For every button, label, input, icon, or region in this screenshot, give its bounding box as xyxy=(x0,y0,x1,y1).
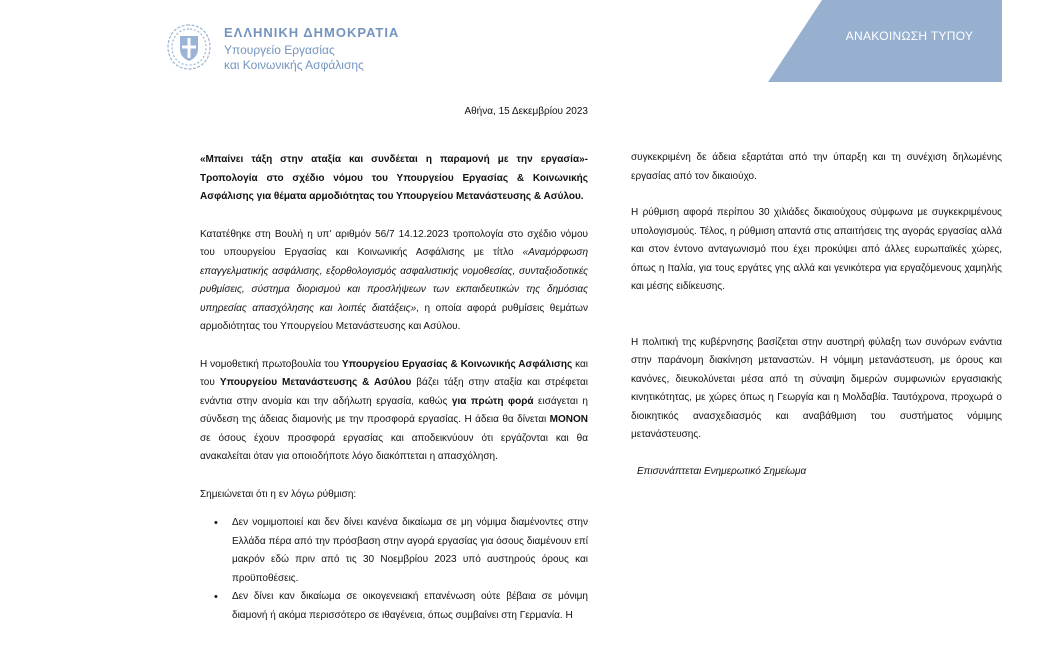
ministry-name-line2: και Κοινωνικής Ασφάλισης xyxy=(224,58,364,72)
org-title: ΕΛΛΗΝΙΚΗ ΔΗΜΟΚΡΑΤΙΑ xyxy=(224,25,400,40)
paragraph-amendment: Κατατέθηκε στη Βουλή η υπ' αριθμόν 56/7 14.12.2023 τροπολογία στο σχέδιο νόμου του υπουργείου Εργασίας και Κοινωνικής Ασφάλισης με τίτλο «Αναμόρφωση επαγγελματικής ασφάλισης, εξορθολογισμός ασφαλιστικής νομοθεσίας, συνταξιοδοτικές ρυθμίσεις, σύστημα διορισμού και προσλήψεων των εκπαιδευτικών της δημόσιας υπηρεσίας απασχόλησης και λοιπές διατάξεις», η οποία αφορά ρυθμίσεις θεμάτων αρμοδιότητας του Υπουργείου Μετανάστευσης και Ασύλου. xyxy=(200,228,588,332)
ministry-name-line1: Υπουργείο Εργασίας xyxy=(224,43,335,57)
paragraph-continuation: συγκεκριμένη δε άδεια εξαρτάται από την ύπαρξη και τη συνέχιση δηλωμένης εργασίας από τον δικαιούχο. xyxy=(631,152,1002,182)
list-item: • Δεν δίνει καν δικαίωμα σε οικογενειακή επανένωση ούτε βέβαια σε μόνιμη διαμονή ή ακόμα περισσότερο σε ιθαγένεια, όπως συμβαίνει στη Γερμανία. Η xyxy=(200,588,588,625)
press-release-label: ΑΝΑΚΟΙΝΩΣΗ ΤΥΠΟΥ xyxy=(845,29,974,43)
paragraph-note: Σημειώνεται ότι η εν λόγω ρύθμιση: xyxy=(200,488,357,500)
press-release-title: «Μπαίνει τάξη στην αταξία και συνδέεται η παραμονή με την εργασία»- Τροπολογία στο σχέδιο νόμου του Υπουργείου Εργασίας & Κοινωνικής Ασφάλισης για θέματα αρμοδιότητας του Υπουργείου Μετανάστευσης & Ασύλου. xyxy=(200,154,588,202)
regulation-points-list xyxy=(200,514,588,625)
right-column xyxy=(631,149,1002,481)
left-column xyxy=(200,151,588,625)
greek-state-emblem-icon xyxy=(164,22,214,72)
list-item: • Δεν νομιμοποιεί και δεν δίνει κανένα δικαίωμα σε μη νόμιμα διαμένοντες στην Ελλάδα πέρα από την πρόσβαση στην αγορά εργασίας για όσους διαμένουν επί μακρόν εδώ πριν από τις 30 Νοεμβρίου 2023 υπό αυστηρούς όρους και προϋποθέσεις. xyxy=(200,514,588,588)
attachment-note: Επισυνάπτεται Ενημερωτικό Σημείωμα xyxy=(637,465,807,477)
letterhead xyxy=(0,0,1038,110)
document-date: Αθήνα, 15 Δεκεμβρίου 2023 xyxy=(464,106,588,117)
paragraph-initiative: Η νομοθετική πρωτοβουλία του Υπουργείου Εργασίας & Κοινωνικής Ασφάλισης και του Υπουργείου Μετανάστευσης & Ασύλου βάζει τάξη στην αταξία και στρέφεται ενάντια στην ανομία και την αδήλωτη εργασία, καθώς για πρώτη φορά εισάγεται η σύνδεση της άδειας διαμονής με την προσφορά εργασίας. Η άδεια θα δίνεται ΜΟΝΟΝ σε όσους έχουν προσφορά εργασίας και αποδεικνύουν ότι εργάζονται και θα ανακαλείται όταν για οποιοδήποτε λόγο διακόπτεται η απασχόληση. xyxy=(200,358,588,462)
paragraph-policy: Η πολιτική της κυβέρνησης βασίζεται στην αυστηρή φύλαξη των συνόρων ενάντια στην παράνομη διακίνηση μεταναστών. Η νόμιμη μετανάστευση, με όρους και κανόνες, διευκολύνεται μέσα από τη σύναψη διμερών συμφωνιών εργασιακής κινητικότητας, με χώρες όπως η Γεωργία και η Μολδαβία. Ταυτόχρονα, προχωρά ο διοικητικός ανασχεδιασμός και αναβάθμιση του συστήματος νόμιμης μετανάστευσης. xyxy=(631,336,1002,440)
paragraph-beneficiaries: Η ρύθμιση αφορά περίπου 30 χιλιάδες δικαιούχους σύμφωνα με συγκεκριμένους υπολογισμούς. Τέλος, η ρύθμιση απαντά στις απαιτήσεις της αγοράς εργασίας αλλά και στον έντονο ανταγωνισμό που έχει προκύψει από άλλες ευρωπαϊκές χώρες, όπως η Ιταλία, για τους εργάτες γης αλλά και γενικότερα για εργαζόμενους χαμηλής και μέσης ειδίκευσης. xyxy=(631,207,1002,292)
